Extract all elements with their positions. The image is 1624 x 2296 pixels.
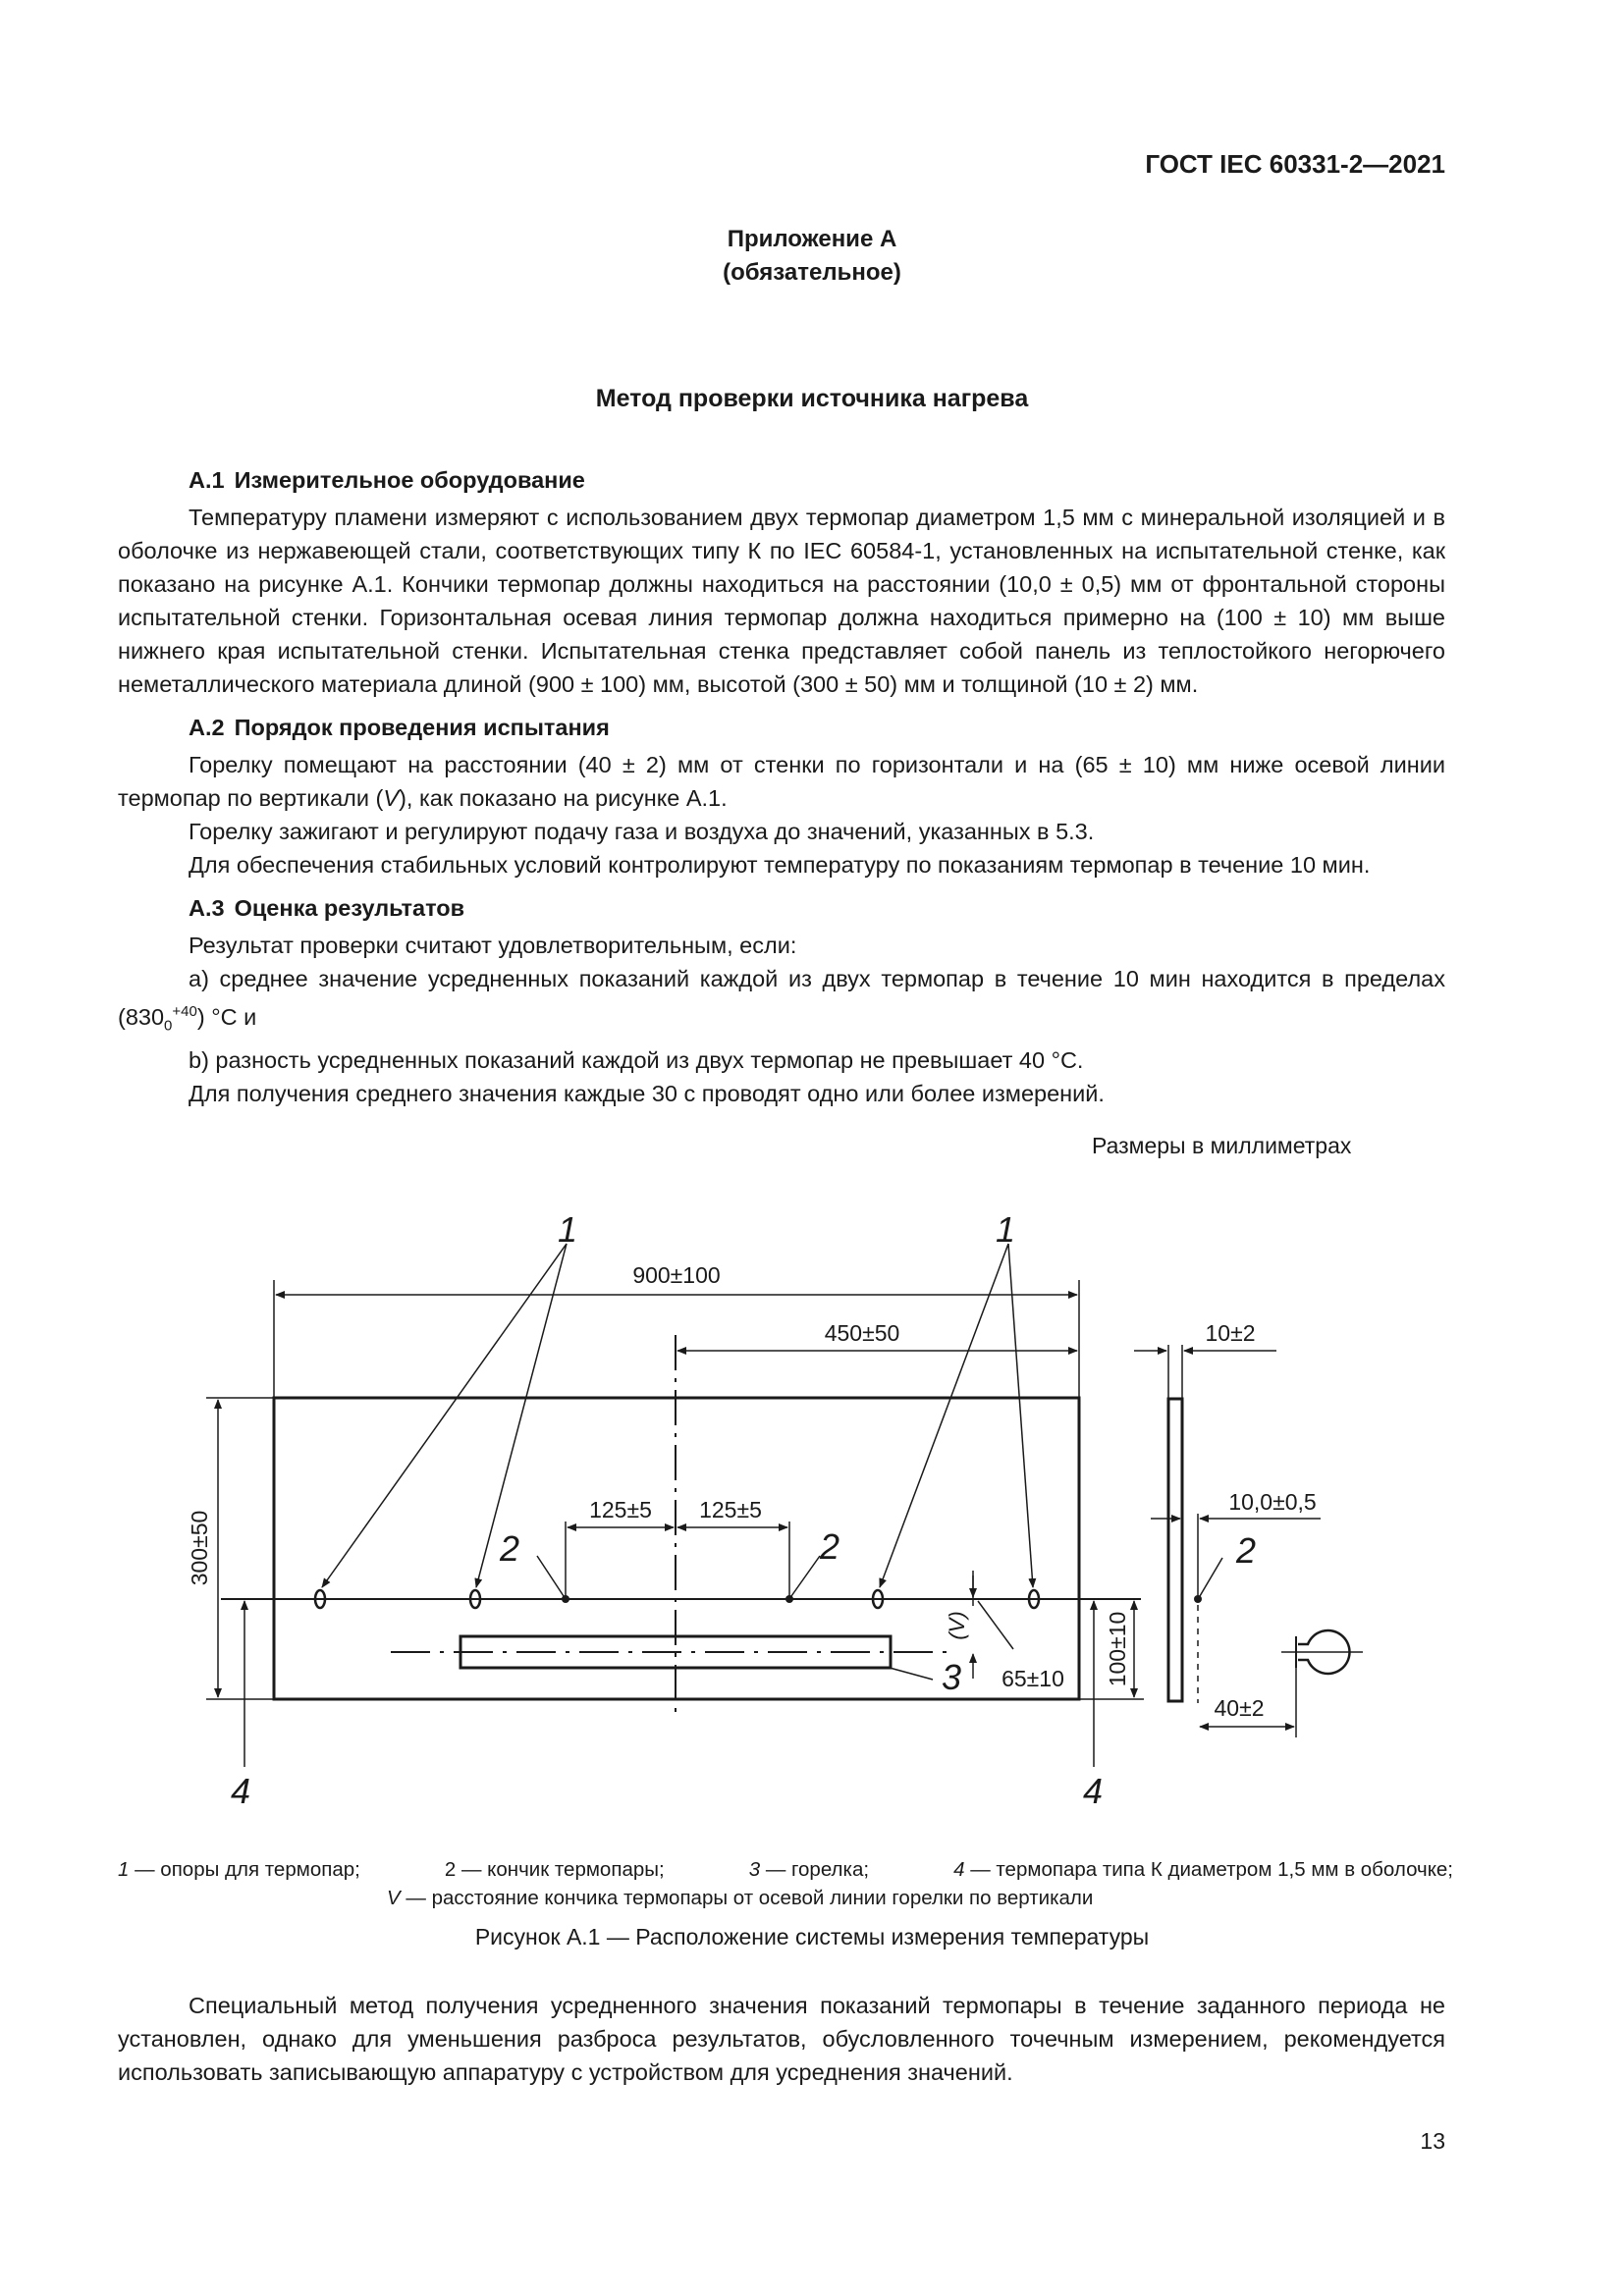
legend-row-1 xyxy=(118,1855,1453,1884)
callout-1-right: 1 xyxy=(995,1209,1016,1250)
appendix-status: (обязательное) xyxy=(723,259,901,286)
a3-heading: А.3 Оценка результатов xyxy=(189,895,465,921)
legend-item-v: V — расстояние кончика термопары от осевой линии горелки по вертикали xyxy=(387,1887,1094,1909)
callout-4-left: 4 xyxy=(230,1771,251,1811)
appendix-title: Приложение А xyxy=(727,226,897,252)
a2-paragraph-2: Горелку зажигают и регулируют подачу газа и воздуха до значений, указанных в 5.3. xyxy=(189,819,1095,844)
units-note: Размеры в миллиметрах xyxy=(1092,1133,1352,1158)
dim-v-label: (V) xyxy=(945,1611,969,1640)
closing-text xyxy=(118,1989,1445,2089)
callout-2-right: 2 xyxy=(819,1526,840,1567)
dim-half: 450±50 xyxy=(824,1320,900,1346)
legend-item-2: 2 — кончик термопары; xyxy=(444,1858,665,1881)
callout-3: 3 xyxy=(941,1657,962,1697)
callout-2-side: 2 xyxy=(1235,1530,1257,1571)
closing-paragraph: Специальный метод получения усредненного значения показаний термопары в течение заданного периода не установлен, однако для уменьшения разброса результатов, обусловленного точечным измерением, рекомендуется использовать записывающую аппаратуру с устройством для усреднения значений. xyxy=(118,1993,1445,2085)
document-header: ГОСТ IEC 60331-2—2021 xyxy=(1145,149,1445,179)
a3-paragraph-1: Результат проверки считают удовлетворительным, если: xyxy=(189,933,797,958)
dim-height: 300±50 xyxy=(187,1510,212,1586)
a2-heading: А.2 Порядок проведения испытания xyxy=(189,715,610,740)
dim-tip-distance: 10,0±0,5 xyxy=(1228,1489,1317,1515)
a3-paragraph-2: а) среднее значение усредненных показаний каждой из двух термопар в течение 10 мин находится в пределах $(830_0^{+40})$ °С и xyxy=(118,966,1445,1035)
a3-paragraph-3: b) разность усредненных показаний каждой из двух термопар не превышает 40 °С. xyxy=(189,1046,1084,1073)
callout-2-left: 2 xyxy=(499,1528,520,1569)
thermocouple-tip-side xyxy=(1194,1595,1202,1603)
figure-legend xyxy=(118,1855,1453,1912)
legend-item-1: 1 — опоры для термопар; xyxy=(118,1858,360,1881)
dim-burner-distance: 40±2 xyxy=(1214,1695,1265,1721)
figure-a1 xyxy=(0,1158,1624,1845)
a2-paragraph-3: Для обеспечения стабильных условий контролируют температуру по показаниям термопар в течение 10 мин. xyxy=(189,852,1371,878)
dim-thickness: 10±2 xyxy=(1205,1320,1256,1346)
legend-item-3: 3 — горелка; xyxy=(748,1858,870,1881)
section-title: Метод проверки источника нагрева xyxy=(595,385,1029,412)
a2-paragraph-1: Горелку помещают на расстоянии (40 ± 2) мм от стенки по горизонтали и на (65 ± 10) мм ниже осевой линии термопар по вертикали (V), как показано на рисунке А.1. xyxy=(118,752,1445,811)
figure-caption: Рисунок А.1 — Расположение системы измерения температуры xyxy=(474,1924,1150,1949)
a1-heading: А.1 Измерительное оборудование xyxy=(189,467,585,493)
dim-axis-height: 100±10 xyxy=(1105,1611,1130,1687)
page-number: 13 xyxy=(1420,2128,1445,2154)
main-text xyxy=(118,459,1445,1110)
dim-v-value: 65±10 xyxy=(1001,1666,1064,1691)
dim-offset-right: 125±5 xyxy=(699,1497,762,1522)
test-wall-side-view xyxy=(1168,1399,1182,1701)
callout-1-left: 1 xyxy=(557,1209,578,1250)
dim-length: 900±100 xyxy=(632,1262,721,1288)
a1-paragraph: Температуру пламени измеряют с использованием двух термопар диаметром 1,5 мм с минеральной изоляцией и в оболочке из нержавеющей стали, соответствующих типу К по IEC 60584-1, установленных на испытательной стенке, как показано на рисунке А.1. Кончики термопар должны находиться на расстоянии (10,0 ± 0,5) мм от фронтальной стороны испытательной стенки. Горизонтальная осевая линия термопар должна находиться примерно на (100 ± 10) мм выше нижнего края испытательной стенки. Испытательная стенка представляет собой панель из теплостойкого негорючего неметаллического материала длиной (900 ± 100) мм, высотой (300 ± 50) мм и толщиной (10 ± 2) мм. xyxy=(118,505,1445,697)
callout-4-right: 4 xyxy=(1082,1771,1104,1811)
dim-offset-left: 125±5 xyxy=(589,1497,652,1522)
legend-item-4: 4 — термопара типа К диаметром 1,5 мм в оболочке; xyxy=(953,1858,1453,1881)
a3-paragraph-4: Для получения среднего значения каждые 30 с проводят одно или более измерений. xyxy=(189,1080,1105,1106)
